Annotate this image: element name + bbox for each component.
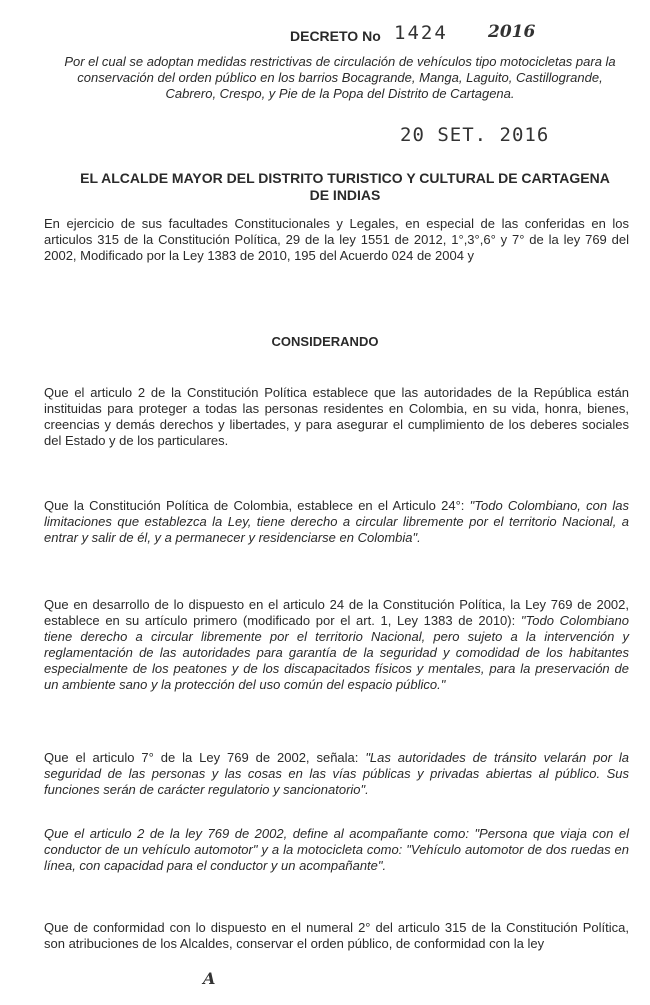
powers-paragraph: En ejercicio de sus facultades Constitucionales y Legales, en especial de las conferidas en los articulos 315 de la Constitución Política, 29 de la ley 1551 de 2012, 1°,3°,6° y 7° de la ley 769 del 2002, Modificado por la Ley 1383 de 2010, 195 del Acuerdo 024 de 2004 y [44,216,629,263]
decree-date-stamp: 20 SET. 2016 [400,124,550,146]
handwritten-year: 2016 [488,22,536,42]
paragraph-quote: "Las autoridades de tránsito velarán por la seguridad de las personas y las cosas en las vías públicas y privadas abiertas al público. Sus funciones serán de carácter regulatorio y sancionatorio". [44,750,629,797]
considering-paragraph-5 [44,826,629,874]
considering-heading: CONSIDERANDO [271,334,379,349]
paragraph-quote: "Todo Colombiano, con las limitaciones que establezca la Ley, tiene derecho a circular libremente por el territorio Nacional, a entrar y salir de él, y a permanecer y residenciarse en Colombia". [44,498,629,545]
paragraph-quote: "Todo Colombiano tiene derecho a circular libremente por el territorio Nacional, pero sujeto a la intervención y reglamentación de las autoridades para garantía de la seguridad y comodidad de los habitantes especialmente de los peatones y de los discapacitados físicos y mentales, para la preservación de un ambiente sano y la protección del uso común del espacio público." [44,613,629,692]
paragraph-text: Que el articulo 2 de la ley 769 de 2002, define al acompañante como: "Persona que viaja con el conductor de un vehículo automotor" y a la motocicleta como: "Vehículo automotor de dos ruedas en línea, con capacidad para el conductor y un acompañante". [44,826,629,873]
considering-paragraph-6 [44,920,629,952]
paragraph-text: Que en desarrollo de lo dispuesto en el articulo 24 de la Constitución Política, la Ley 769 de 2002, establece en su artículo primero (modificado por el art. 1, Ley 1383 de 2010): [44,597,629,628]
decree-subject: Por el cual se adoptan medidas restrictivas de circulación de vehículos tipo motocicletas para la conservación del orden público en los barrios Bocagrande, Manga, Laguito, Castillogrande, Cabrero, Crespo, y Pie de la Popa del Distrito de Cartagena. [64,54,616,101]
paragraph-text: Que la Constitución Política de Colombia, establece en el Articulo 24°: [44,498,470,513]
paragraph-text: Que de conformidad con lo dispuesto en el numeral 2° del articulo 315 de la Constitución Política, son atribuciones de los Alcaldes, conservar el orden público, de conformidad con la ley [44,920,629,951]
considering-paragraph-1 [44,385,629,449]
authority-heading: EL ALCALDE MAYOR DEL DISTRITO TURISTICO Y CULTURAL DE CARTAGENA DE INDIAS [80,170,610,203]
considering-paragraph-4 [44,750,629,798]
considering-paragraph-2 [44,498,629,546]
paragraph-text: Que el articulo 2 de la Constitución Política establece que las autoridades de la República están instituidas para proteger a todas las personas residentes en Colombia, en su vida, honra, bienes, creencias y demás derechos y libertades, y para asegurar el cumplimiento de los deberes sociales del Estado y de los particulares. [44,385,629,448]
considering-paragraph-3 [44,597,629,693]
decree-number: 1424 [394,22,448,44]
paragraph-text: Que el articulo 7° de la Ley 769 de 2002, señala: [44,750,366,765]
handwritten-initials: A [203,969,216,988]
decree-label: DECRETO No [290,28,381,44]
